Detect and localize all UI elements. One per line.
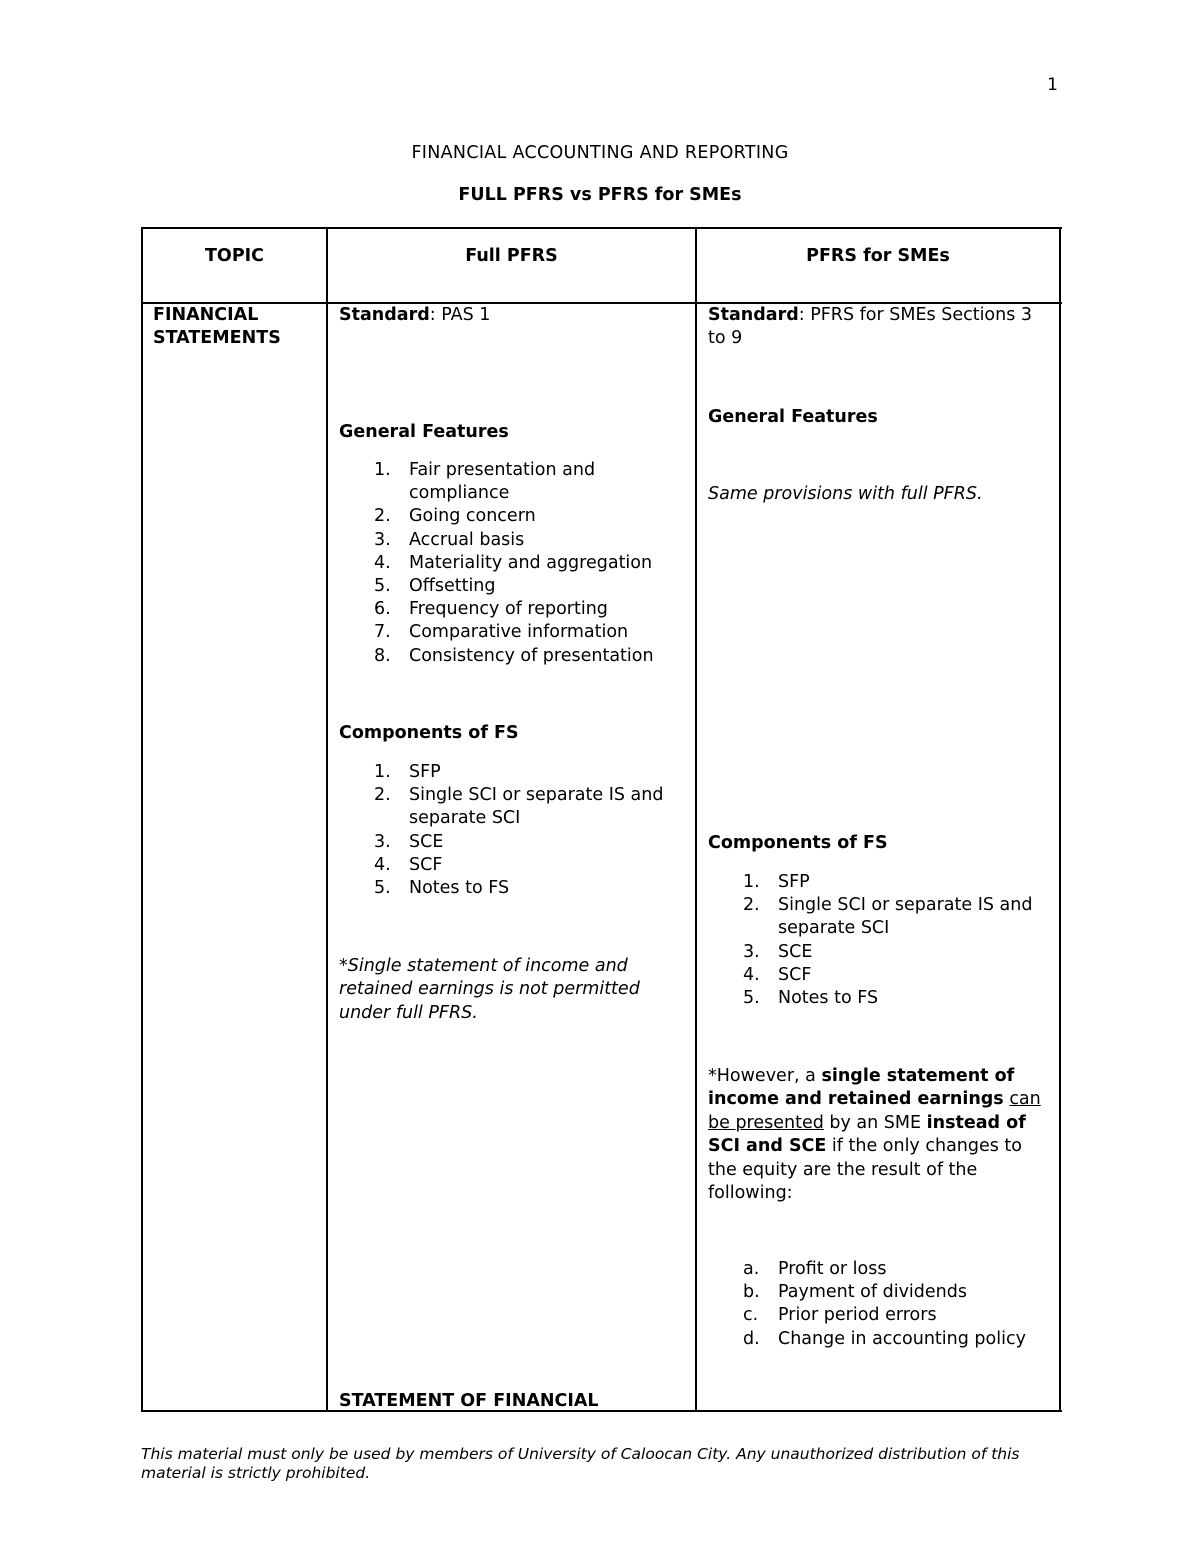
list-item-text: Frequency of reporting bbox=[409, 599, 608, 620]
sme-general-features-heading: General Features bbox=[708, 407, 878, 427]
however-bold-1: single statement of income and retained earnings bbox=[708, 1066, 1015, 1110]
equity-change-item bbox=[708, 1281, 1053, 1304]
full-standard bbox=[339, 304, 490, 327]
equity-change-item bbox=[708, 1304, 1053, 1327]
list-item-text: Prior period errors bbox=[778, 1305, 937, 1326]
sme-components-heading: Components of FS bbox=[708, 833, 888, 853]
sme-however-paragraph bbox=[708, 1065, 1053, 1205]
sme-standard-value: : PFRS for SMEs Sections 3 to 9 bbox=[708, 305, 1033, 349]
list-item-text: SCE bbox=[778, 941, 813, 962]
general-feature-item bbox=[339, 552, 684, 575]
list-item-text: Payment of dividends bbox=[778, 1282, 967, 1303]
full-general-features-list bbox=[339, 459, 684, 668]
list-marker: 1. bbox=[743, 872, 760, 892]
list-marker: 4. bbox=[374, 552, 391, 573]
however-underline: can be presented bbox=[708, 1089, 1041, 1133]
sme-standard-label: Standard bbox=[708, 305, 799, 325]
component-item bbox=[339, 784, 684, 830]
general-feature-item bbox=[339, 505, 684, 528]
list-item-text: Change in accounting policy bbox=[778, 1328, 1026, 1349]
list-marker: 7. bbox=[374, 622, 391, 643]
next-section-heading: STATEMENT OF FINANCIAL bbox=[339, 1391, 599, 1411]
component-item bbox=[708, 894, 1053, 940]
general-feature-item bbox=[339, 621, 684, 644]
list-item-text: SFP bbox=[409, 762, 441, 782]
topic-line-2: STATEMENTS bbox=[153, 328, 281, 349]
list-marker: 4. bbox=[743, 964, 760, 985]
list-item-text: Going concern bbox=[409, 506, 536, 527]
general-feature-item bbox=[339, 598, 684, 621]
list-marker: 3. bbox=[374, 529, 391, 550]
equity-change-item bbox=[708, 1258, 1053, 1281]
list-marker: b. bbox=[743, 1282, 760, 1303]
header-topic: TOPIC bbox=[205, 246, 264, 266]
header-full-pfrs: Full PFRS bbox=[465, 246, 558, 266]
component-item bbox=[708, 987, 1053, 1010]
component-item bbox=[708, 871, 1053, 894]
list-item-text: Consistency of presentation bbox=[409, 645, 654, 666]
full-note: *Single statement of income and retained earnings is not permitted under full PFRS. bbox=[339, 956, 640, 1023]
table-column-divider-1 bbox=[326, 227, 328, 1412]
list-marker: 6. bbox=[374, 599, 391, 620]
full-general-features-heading: General Features bbox=[339, 422, 509, 442]
component-item bbox=[708, 964, 1053, 987]
list-marker: 2. bbox=[743, 895, 760, 916]
topic-line-1: FINANCIAL bbox=[153, 305, 259, 325]
list-marker: 5. bbox=[374, 878, 391, 899]
list-item-text: SCE bbox=[409, 831, 444, 852]
list-item-text: Fair presentation and compliance bbox=[409, 460, 596, 504]
list-item-text: Offsetting bbox=[409, 576, 496, 597]
list-marker: 5. bbox=[743, 988, 760, 1009]
header-pfrs-smes: PFRS for SMEs bbox=[806, 246, 950, 266]
list-item-text: Materiality and aggregation bbox=[409, 552, 653, 573]
topic-financial-statements bbox=[153, 304, 281, 351]
list-marker: 5. bbox=[374, 576, 391, 597]
list-item-text: SFP bbox=[778, 872, 810, 892]
table-top-border bbox=[141, 227, 1062, 229]
list-marker: 3. bbox=[374, 831, 391, 852]
list-item-text: Single SCI or separate IS and separate SCI bbox=[778, 895, 1033, 939]
list-marker: 8. bbox=[374, 645, 391, 666]
list-item-text: Accrual basis bbox=[409, 529, 525, 550]
component-item bbox=[339, 877, 684, 900]
list-marker: 2. bbox=[374, 506, 391, 527]
list-marker: a. bbox=[743, 1259, 760, 1279]
sme-changes-list bbox=[708, 1258, 1053, 1351]
component-item bbox=[339, 761, 684, 784]
component-item bbox=[339, 831, 684, 854]
document-title: FINANCIAL ACCOUNTING AND REPORTING bbox=[411, 143, 789, 163]
general-feature-item bbox=[339, 459, 684, 505]
general-feature-item bbox=[339, 529, 684, 552]
table-left-border bbox=[141, 227, 143, 1412]
general-feature-item bbox=[339, 575, 684, 598]
full-standard-label: Standard bbox=[339, 305, 430, 325]
table-column-divider-2 bbox=[695, 227, 697, 1412]
list-marker: d. bbox=[743, 1328, 760, 1349]
list-item-text: SCF bbox=[409, 854, 443, 875]
list-marker: 1. bbox=[374, 762, 391, 782]
list-marker: 1. bbox=[374, 460, 391, 480]
however-text-3: by an SME bbox=[823, 1112, 927, 1133]
list-marker: 4. bbox=[374, 854, 391, 875]
list-marker: c. bbox=[743, 1305, 759, 1326]
list-item-text: Comparative information bbox=[409, 622, 629, 643]
full-standard-value: : PAS 1 bbox=[429, 305, 491, 325]
list-item-text: Profit or loss bbox=[778, 1259, 887, 1279]
list-item-text: Notes to FS bbox=[778, 988, 879, 1009]
component-item bbox=[339, 854, 684, 877]
list-item-text: SCF bbox=[778, 964, 812, 985]
page-number: 1 bbox=[1047, 75, 1058, 95]
however-text-4: if the only changes to the equity are the result of the following: bbox=[708, 1136, 1023, 1204]
full-components-list bbox=[339, 761, 684, 900]
however-text-1: *However, a bbox=[708, 1066, 822, 1086]
document-subtitle: FULL PFRS vs PFRS for SMEs bbox=[458, 185, 742, 205]
equity-change-item bbox=[708, 1328, 1053, 1351]
sme-standard bbox=[708, 304, 1053, 351]
sme-components-list bbox=[708, 871, 1053, 1010]
footer-disclaimer: This material must only be used by members of University of Caloocan City. Any unauthorized distribution of this material is strictly prohibited. bbox=[141, 1445, 1020, 1482]
list-item-text: Notes to FS bbox=[409, 878, 510, 899]
component-item bbox=[708, 941, 1053, 964]
table-right-border bbox=[1059, 227, 1061, 1412]
list-marker: 3. bbox=[743, 941, 760, 962]
list-item-text: Single SCI or separate IS and separate SCI bbox=[409, 785, 664, 829]
list-marker: 2. bbox=[374, 785, 391, 806]
however-bold-2: instead of SCI and SCE bbox=[708, 1112, 1026, 1157]
sme-same-provisions: Same provisions with full PFRS. bbox=[708, 484, 983, 504]
table-bottom-border bbox=[141, 1410, 1062, 1412]
general-feature-item bbox=[339, 645, 684, 668]
full-components-heading: Components of FS bbox=[339, 723, 519, 743]
